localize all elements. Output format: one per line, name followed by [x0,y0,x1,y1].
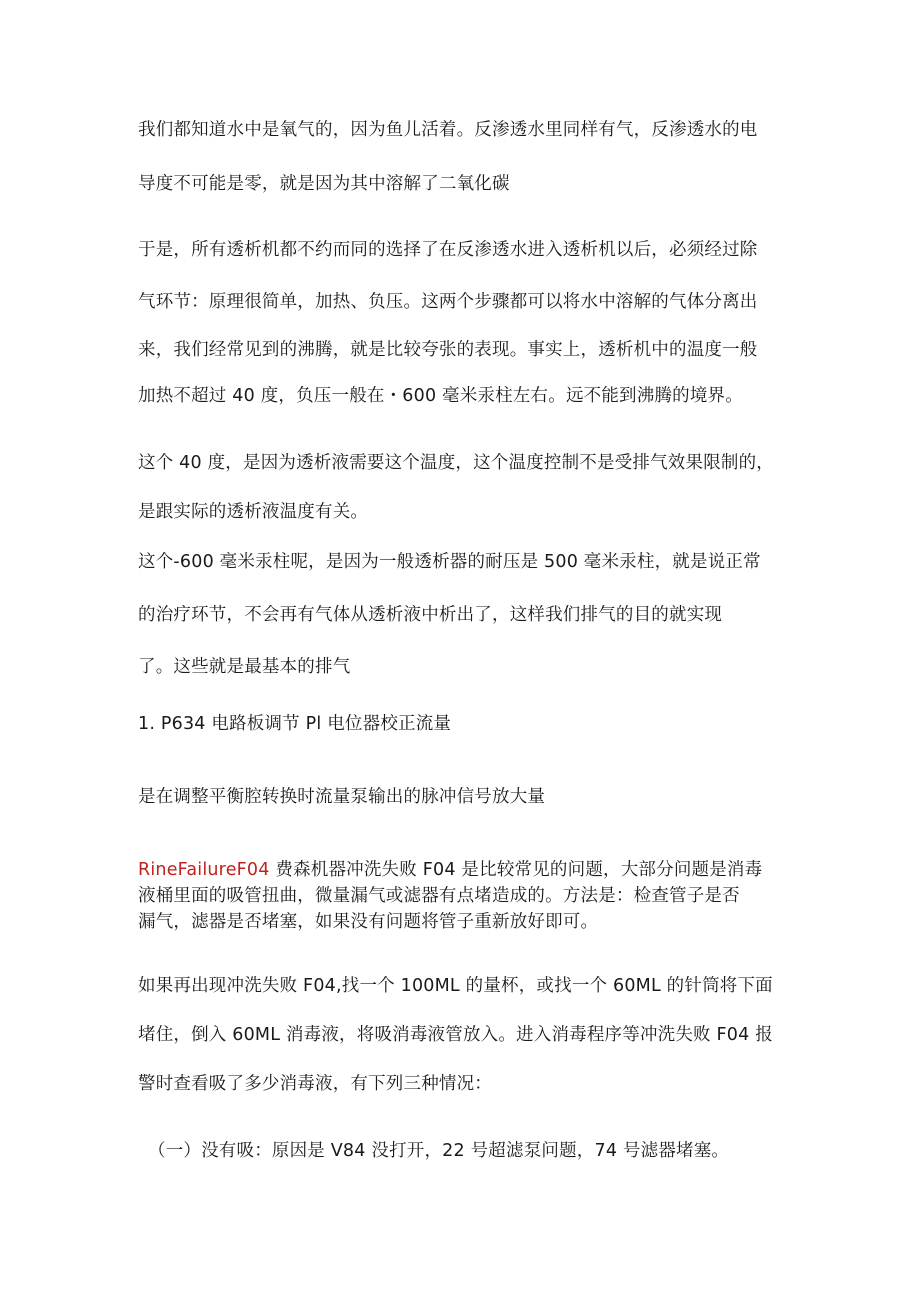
paragraph-6-line-3: 漏气，滤器是否堵塞，如果没有问题将管子重新放好即可。 [138,912,599,932]
paragraph-2-line-1: 于是，所有透析机都不约而同的选择了在反渗透水进入透析机以后，必须经过除 [138,240,758,260]
paragraph-2-line-3: 来，我们经常见到的沸腾，就是比较夸张的表现。事实上，透析机中的温度一般 [138,340,758,360]
paragraph-6-line-1-text: 费森机器冲洗失败 F04 是比较常见的问题，大部分问题是消毒 [269,860,763,880]
paragraph-2-line-2: 气环节：原理很简单，加热、负压。这两个步骤都可以将水中溶解的气体分离出 [138,292,758,312]
paragraph-4-line-1: 这个-600 毫米汞柱呢，是因为一般透析器的耐压是 500 毫米汞柱，就是说正常 [138,552,761,572]
paragraph-7-line-3: 警时查看吸了多少消毒液，有下列三种情况： [138,1074,492,1094]
paragraph-1-line-1: 我们都知道水中是氧气的，因为鱼儿活着。反渗透水里同样有气，反渗透水的电 [138,120,758,140]
numbered-item-1: 1. P634 电路板调节 Pl 电位器校正流量 [138,714,452,734]
paragraph-7-line-2: 堵住，倒入 60ML 消毒液，将吸消毒液管放入。进入消毒程序等冲洗失败 F04 报 [138,1025,773,1045]
paragraph-3-line-1: 这个 40 度，是因为透析液需要这个温度，这个温度控制不是受排气效果限制的， [138,453,774,473]
paragraph-6-line-2: 液桶里面的吸管扭曲，微量漏气或滤器有点堵造成的。方法是：检查管子是否 [138,886,740,906]
paragraph-4-line-3: 了。这些就是最基本的排气 [138,657,351,677]
paragraph-4-line-2: 的治疗环节，不会再有气体从透析液中析出了，这样我们排气的目的就实现 [138,605,723,625]
paragraph-5: 是在调整平衡腔转换时流量泵输出的脉冲信号放大量 [138,787,546,807]
case-1: （一）没有吸：原因是 V84 没打开，22 号超滤泵问题，74 号滤器堵塞。 [148,1141,730,1161]
paragraph-7-line-1: 如果再出现冲洗失败 F04,找一个 100ML 的量杯，或找一个 60ML 的针筒将下面 [138,976,773,996]
error-code-highlight: RineFailureF04 [138,860,270,880]
paragraph-6-line-1 [138,858,762,882]
paragraph-1-line-2: 导度不可能是零，就是因为其中溶解了二氧化碳 [138,174,510,194]
paragraph-2-line-4: 加热不超过 40 度，负压一般在・600 毫米汞柱左右。远不能到沸腾的境界。 [138,386,743,406]
paragraph-3-line-2: 是跟实际的透析液温度有关。 [138,502,369,522]
